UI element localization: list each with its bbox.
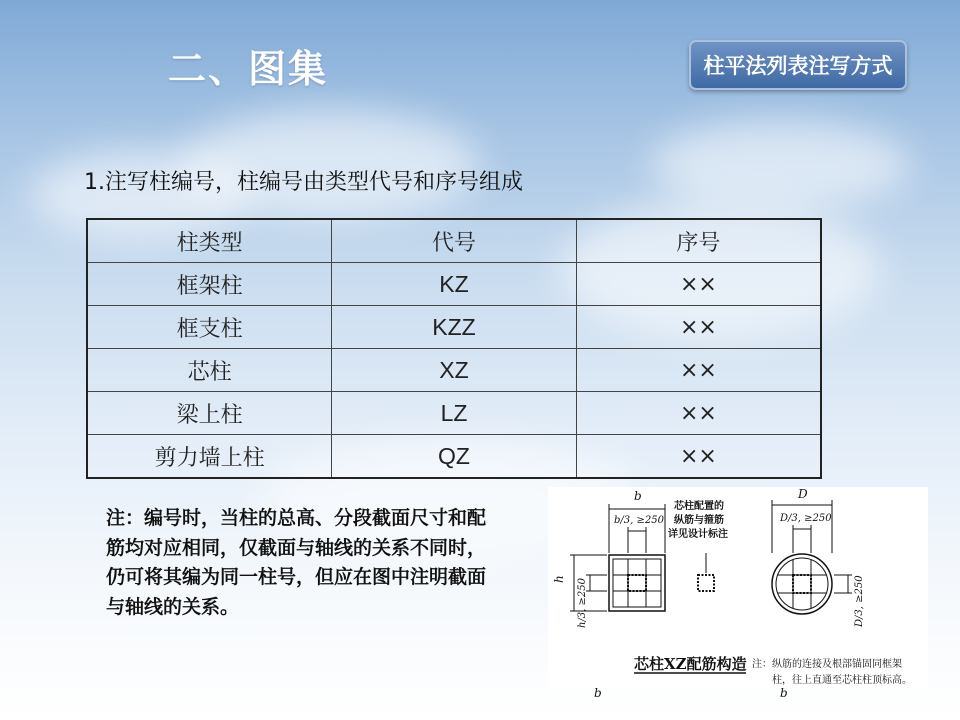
- cell-code: LZ: [332, 392, 577, 435]
- cell-code: XZ: [332, 349, 577, 392]
- cell-type: 剪力墙上柱: [87, 435, 332, 479]
- cell-code: QZ: [332, 435, 577, 479]
- figure-note-2: 柱，往上直通至芯柱柱顶标高。: [772, 675, 912, 686]
- header-code: 代号: [332, 219, 577, 263]
- table-row: [87, 263, 821, 306]
- dim-label-D3-vertical: D/3, ≥250: [854, 575, 865, 627]
- topic-badge: 柱平法列表注写方式: [689, 40, 907, 90]
- dim-label-h3: h/3, ≥250: [577, 578, 588, 628]
- column-type-table: [86, 218, 822, 479]
- cell-serial: ××: [576, 306, 821, 349]
- square-column-section: [609, 555, 665, 611]
- header-column-type: 柱类型: [87, 219, 332, 263]
- intro-text: 1.注写柱编号，柱编号由类型代号和序号组成: [84, 170, 523, 195]
- cell-serial: ××: [576, 263, 821, 306]
- bottom-label-b-right: b: [780, 686, 788, 700]
- cell-type: 梁上柱: [87, 392, 332, 435]
- table-row: [87, 306, 821, 349]
- dim-label-D3: D/3, ≥250: [780, 513, 832, 524]
- header-serial: 序号: [576, 219, 821, 263]
- cell-code: KZ: [332, 263, 577, 306]
- table-row: [87, 435, 821, 479]
- cell-serial: ××: [576, 435, 821, 479]
- table-header-row: [87, 219, 821, 263]
- cloud-decoration: [650, 120, 910, 210]
- figure-note-1: 注：纵筋的连接及根部锚固同框架: [752, 659, 902, 670]
- figure-caption: 芯柱XZ配筋构造: [634, 655, 747, 673]
- bottom-label-b-left: b: [594, 686, 602, 700]
- dim-label-h: h: [552, 575, 566, 583]
- core-column-detail-figure: [548, 487, 928, 687]
- callout-line-3: 详见设计标注: [668, 529, 728, 540]
- dim-label-b: b: [634, 489, 642, 503]
- cell-serial: ××: [576, 392, 821, 435]
- callout-line-1: 芯柱配置的: [674, 501, 724, 512]
- core-cage-detail: [698, 575, 714, 591]
- cell-type: 芯柱: [87, 349, 332, 392]
- round-column-section: [772, 554, 832, 614]
- numbering-note: 注：编号时，当柱的总高、分段截面尺寸和配筋均对应相同，仅截面与轴线的关系不同时，仍可将其编为同一柱号，但应在图中注明截面与轴线的关系。: [106, 507, 487, 618]
- cell-type: 框架柱: [87, 263, 332, 306]
- cell-code: KZZ: [332, 306, 577, 349]
- cell-type: 框支柱: [87, 306, 332, 349]
- table-row: [87, 349, 821, 392]
- slide-title: 二、图集: [168, 47, 329, 91]
- core-cage-round: [793, 575, 811, 593]
- table-row: [87, 392, 821, 435]
- core-cage-square: [628, 575, 646, 591]
- callout-line-2: 纵筋与箍筋: [674, 515, 724, 526]
- cell-serial: ××: [576, 349, 821, 392]
- dim-label-D: D: [798, 487, 808, 501]
- dim-label-b3: b/3, ≥250: [614, 515, 664, 526]
